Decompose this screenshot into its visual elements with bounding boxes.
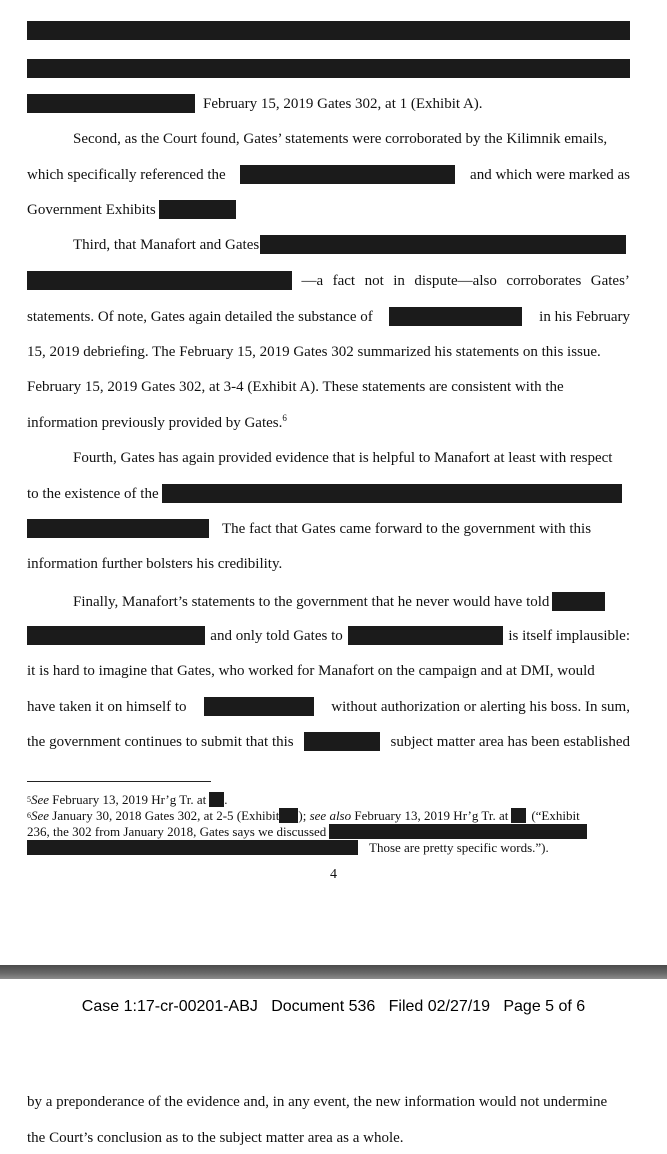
- redaction-bar: [511, 808, 526, 823]
- redaction-bar: [27, 21, 630, 40]
- paragraph-fifth-line: [27, 592, 630, 611]
- redaction-bar: [27, 626, 205, 645]
- text: 236, the 302 from January 2018, Gates says we discussed: [27, 823, 327, 839]
- page-separator: [0, 965, 667, 979]
- case-header: Case 1:17-cr-00201-ABJ Document 536 Filed 02/27/19 Page 5 of 6: [81, 998, 586, 1015]
- text: February 13, 2019 Hr’g Tr. at: [49, 791, 207, 807]
- text-line: [27, 697, 630, 716]
- text: the government continues to submit that this: [27, 733, 294, 750]
- page-number: 4: [330, 867, 337, 882]
- text: );: [298, 807, 307, 823]
- text: which specifically referenced the: [27, 166, 226, 183]
- text: and only told Gates to: [210, 627, 343, 644]
- redaction-bar: [240, 165, 455, 184]
- redaction-bar: [27, 840, 358, 855]
- text: dispute—also: [414, 272, 497, 289]
- text-line: [27, 343, 630, 361]
- text: .: [224, 791, 228, 807]
- text-line: [27, 484, 630, 503]
- text: January 30, 2018 Gates 302, at 2-5 (Exhibit: [49, 807, 280, 823]
- redaction-bar: [348, 626, 503, 645]
- text: information previously provided by Gates.: [27, 415, 283, 431]
- text-line: [27, 165, 630, 184]
- redaction-bar: [204, 697, 314, 716]
- text: in: [393, 272, 405, 289]
- signal-see: See: [31, 791, 50, 807]
- text-line: [27, 732, 630, 751]
- text: February 13, 2019 Hr’g Tr. at: [351, 807, 509, 823]
- footnote-6-line-2: [27, 824, 630, 839]
- text: 15, 2019 debriefing. The February 15, 2019 Gates 302 summarized his statements on this issue.: [27, 344, 601, 360]
- redaction-bar: [279, 808, 298, 823]
- text: in his February: [539, 308, 630, 325]
- redaction-bar: [389, 307, 522, 326]
- redaction-bar: [27, 59, 630, 78]
- paragraph-third-line: [27, 235, 630, 254]
- paragraph-fourth-line: [27, 449, 630, 467]
- text-line: [27, 519, 630, 538]
- text-line: [27, 94, 630, 113]
- text: Fourth, Gates has again provided evidence that is helpful to Manafort at least with respect: [73, 450, 613, 466]
- text: not: [364, 272, 384, 289]
- redaction-bar: [329, 824, 587, 839]
- redaction-bar: [27, 94, 195, 113]
- text: Third, that Manafort and Gates: [73, 236, 260, 253]
- text-line: [27, 662, 630, 680]
- text: —a: [301, 272, 324, 289]
- redaction-bar: [27, 519, 209, 538]
- footnote-divider: [27, 781, 211, 782]
- signal-see-also: see also: [306, 807, 352, 823]
- text: information further bolsters his credibility.: [27, 556, 283, 572]
- citation-text: February 15, 2019 Gates 302, at 1 (Exhibit A).: [203, 95, 483, 112]
- text-line: [27, 307, 630, 326]
- text: is itself implausible:: [508, 627, 630, 644]
- text: Gates’: [590, 272, 630, 289]
- text: and which were marked as: [470, 166, 630, 183]
- text-line: [27, 271, 630, 290]
- signal-see: See: [31, 807, 50, 823]
- text: Second, as the Court found, Gates’ statements were corroborated by the Kilimnik emails,: [73, 131, 608, 147]
- text: by a preponderance of the evidence and, in any event, the new information would not undermine: [27, 1094, 608, 1110]
- text-line: [27, 555, 630, 573]
- text: fact: [332, 272, 356, 289]
- text-line: [27, 414, 630, 432]
- text: subject matter area has been established: [390, 733, 630, 750]
- footnote-reference: 6: [282, 413, 287, 423]
- redacted-line-2: [27, 59, 630, 83]
- redaction-bar: [27, 271, 292, 290]
- footnote-6-line-3: [27, 840, 630, 855]
- footnote-6: 6 See January 30, 2018 Gates 302, at 2-5 (Exhibit ); see also February 13, 2019 Hr’g Tr. at (“Exhibit: [27, 807, 580, 823]
- text: Finally, Manafort’s statements to the government that he never would have told: [73, 593, 550, 610]
- redaction-bar: [304, 732, 380, 751]
- text: the Court’s conclusion as to the subject matter area as a whole.: [27, 1130, 404, 1146]
- paragraph-second-line: [27, 130, 630, 148]
- redacted-line-1: [27, 21, 630, 45]
- page5-text-line-2: [27, 1129, 630, 1147]
- page5-text-line-1: [27, 1093, 630, 1111]
- text-line: [27, 200, 630, 219]
- text: have taken it on himself to: [27, 698, 187, 715]
- redaction-bar: [159, 200, 236, 219]
- text: to the existence of the: [27, 485, 159, 502]
- text: Government Exhibits: [27, 201, 156, 218]
- text: it is hard to imagine that Gates, who worked for Manafort on the campaign and at DMI, would: [27, 663, 595, 679]
- text: Those are pretty specific words.”).: [369, 839, 549, 855]
- text-line: [27, 378, 630, 396]
- text: corroborates: [506, 272, 582, 289]
- redaction-bar: [162, 484, 622, 503]
- text: February 15, 2019 Gates 302, at 3-4 (Exhibit A). These statements are consistent with the: [27, 379, 564, 395]
- redaction-bar: [209, 792, 224, 807]
- text: The fact that Gates came forward to the government with this: [222, 520, 592, 537]
- text-line: [27, 626, 630, 645]
- text: (“Exhibit: [531, 807, 580, 823]
- redaction-bar: [552, 592, 605, 611]
- text: statements. Of note, Gates again detailed the substance of: [27, 308, 373, 325]
- redaction-bar: [260, 235, 626, 254]
- footnote-5: 5 See February 13, 2019 Hr’g Tr. at .: [27, 791, 228, 807]
- text: without authorization or alerting his boss. In sum,: [331, 698, 630, 715]
